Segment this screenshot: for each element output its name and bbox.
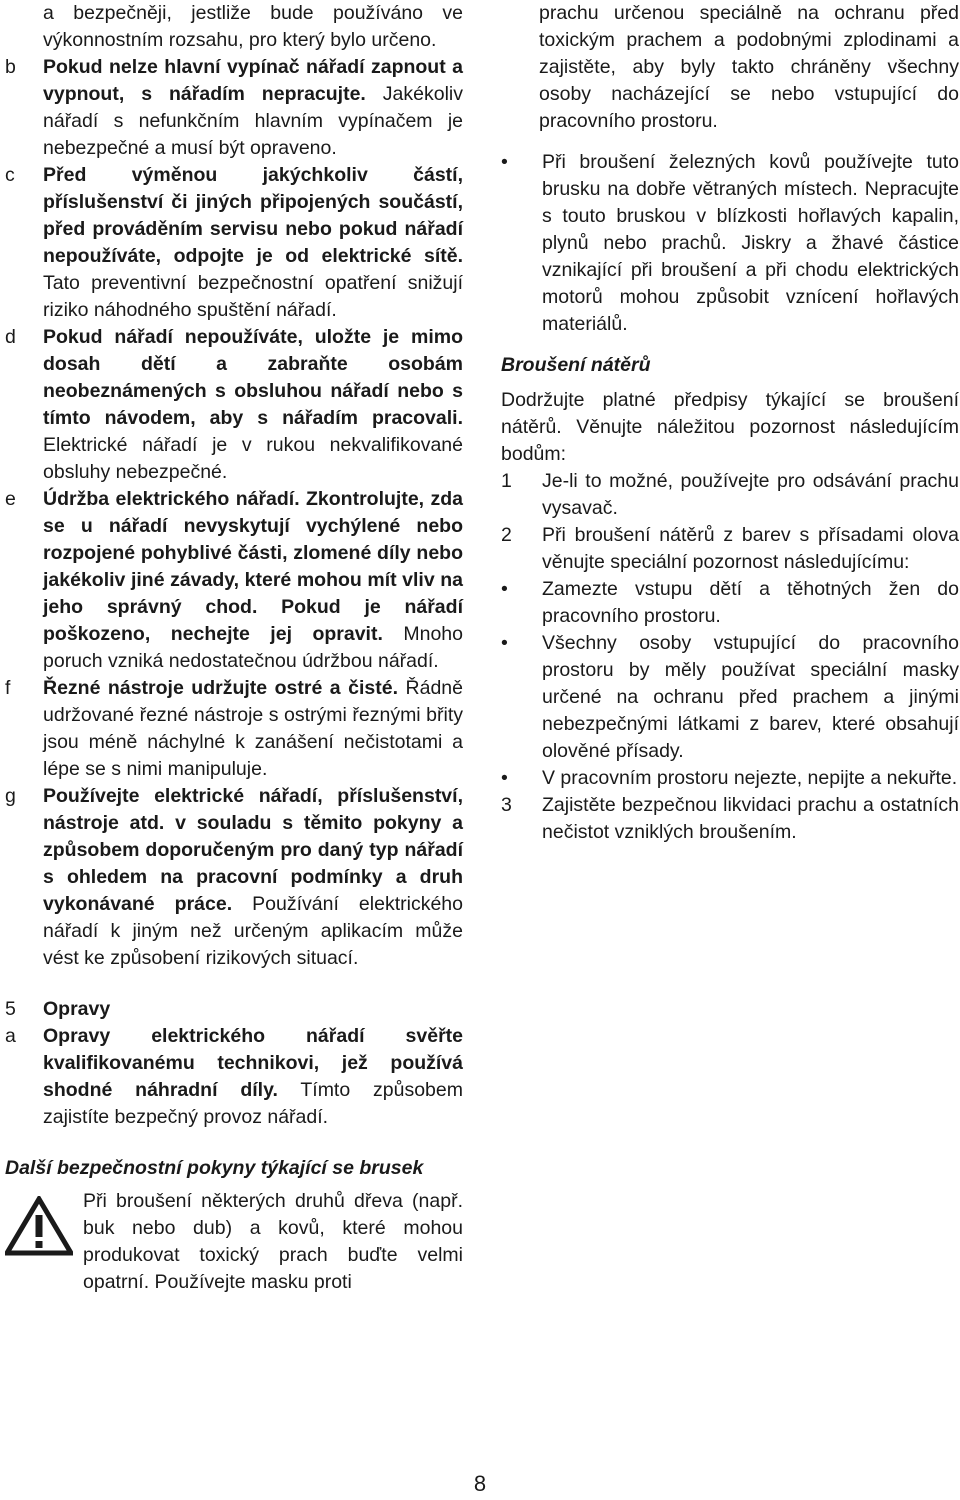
bullet-text: V pracovním prostoru nejezte, nepijte a nekuřte. bbox=[542, 767, 958, 789]
item-number: 2 bbox=[501, 524, 512, 546]
item-text: Tímto způsobem zajistíte bezpečný provoz nářadí. bbox=[43, 1079, 463, 1128]
item-bold-text: Používejte elektrické nářadí, příslušenství, nástroje atd. v souladu s těmito pokyny a způsobem doporučeným pro daný typ nářadí s ohledem na pracovní podmínky a druh vykonávané práce. bbox=[43, 785, 463, 915]
section-heading-5 bbox=[5, 996, 463, 1023]
bullet-symbol: • bbox=[501, 767, 508, 789]
page-number: 8 bbox=[473, 1471, 487, 1496]
numbered-item-3 bbox=[501, 792, 959, 846]
item-bold-text: Pokud nelze hlavní vypínač nářadí zapnout a vypnout, s nářadím nepracujte. bbox=[43, 56, 463, 105]
bullet-text: Všechny osoby vstupující do pracovního prostoru by měly používat speciální masky určené na ochranu před prachem a jinými nebezpečnými látkami z barev, které obsahují olověné přísady. bbox=[542, 632, 959, 762]
item-bold-text: Před výměnou jakýchkoliv částí, příslušenství či jiných připojených součástí, před prováděním servisu nebo pokud nářadí nepoužíváte, odpojte je od elektrické sítě. bbox=[43, 164, 463, 267]
item-text: Při broušení nátěrů z barev s přísadami olova věnujte speciální pozornost následujícímu: bbox=[542, 524, 959, 573]
item-text: Řádně udržované řezné nástroje s ostrými řeznými břity jsou méně náchylné k zanášení nečistotami a lépe se s nimi manipuluje. bbox=[43, 677, 463, 780]
item-text: Jakékoliv nářadí s nefunkčním hlavním vypínačem je nebezpečné a musí být opraveno. bbox=[43, 83, 463, 159]
list-item-g bbox=[5, 783, 463, 972]
paint-intro: Dodržujte platné předpisy týkající se broušení nátěrů. Věnujte náležitou pozornost následujícím bodům: bbox=[501, 389, 959, 465]
item-text: Používání elektrického nářadí k jiným než určeným aplikacím může vést ke způsobení rizikových situací. bbox=[43, 893, 463, 969]
list-item-5a bbox=[5, 1023, 463, 1131]
item-label: b bbox=[5, 56, 16, 78]
numbered-item-2 bbox=[501, 522, 959, 576]
bullet-symbol: • bbox=[501, 151, 508, 173]
item-number: 1 bbox=[501, 470, 512, 492]
section-title: Opravy bbox=[43, 998, 111, 1020]
warning-continuation: prachu určenou speciálně na ochranu před toxickým prachem a podobnými zplodinami a zajistěte, aby byly takto chráněny všechny osoby nacházející se nebo vstupující do pracovního prostoru. bbox=[539, 2, 959, 132]
item-bold-text: Údržba elektrického nářadí. Zkontrolujte, zda se u nářadí nevyskytují vychýlené nebo rozpojené pohyblivé části, zlomené díly nebo jakékoliv jiné závady, které mohou mít vliv na jeho správný chod. Pokud je nářadí poškozeno, nechejte jej opravit. bbox=[43, 488, 463, 645]
list-item-e bbox=[5, 486, 463, 675]
item-label: f bbox=[5, 677, 11, 699]
list-item bbox=[5, 0, 463, 54]
bullet-text: Zamezte vstupu dětí a těhotných žen do pracovního prostoru. bbox=[542, 578, 959, 627]
item-number: 3 bbox=[501, 794, 512, 816]
item-label: c bbox=[5, 164, 15, 186]
item-text: Zajistěte bezpečnou likvidaci prachu a ostatních nečistot vzniklých broušením. bbox=[542, 794, 959, 843]
bullet-item bbox=[501, 149, 959, 338]
bullet-text: Při broušení železných kovů používejte tuto brusku na dobře větraných místech. Nepracujte s touto bruskou v blízkosti hořlavých kapalin, plynů nebo prachů. Jiskry a žhavé částice vznikající při broušení a při chodu elektrických motorů mohou způsobit vznícení hořlavých materiálů. bbox=[542, 151, 959, 335]
item-bold-text: Řezné nástroje udržujte ostré a čisté. bbox=[43, 677, 399, 699]
item-bold-text: Opravy elektrického nářadí svěřte kvalifikovanému technikovi, jež používá shodné náhradní díly. bbox=[43, 1025, 463, 1101]
item-text: a bezpečněji, jestliže bude používáno ve výkonnostním rozsahu, pro který bylo určeno. bbox=[43, 2, 463, 51]
left-column bbox=[5, 0, 463, 1296]
item-label: g bbox=[5, 785, 16, 807]
item-label: e bbox=[5, 488, 16, 510]
list-item-c bbox=[5, 162, 463, 324]
list-item-d bbox=[5, 324, 463, 486]
list-item-f bbox=[5, 675, 463, 783]
bullet-item bbox=[501, 765, 959, 792]
toxic-dust-warning bbox=[5, 1188, 463, 1296]
right-column bbox=[501, 0, 959, 846]
bullet-item bbox=[501, 576, 959, 630]
item-text: Elektrické nářadí je v rukou nekvalifikované obsluhy nebezpečné. bbox=[43, 434, 463, 483]
item-text: Je-li to možné, používejte pro odsávání prachu vysavač. bbox=[542, 470, 959, 519]
item-text: Tato preventivní bezpečnostní opatření snižují riziko náhodného spuštění nářadí. bbox=[43, 272, 463, 321]
bullet-item bbox=[501, 630, 959, 765]
list-item-b bbox=[5, 54, 463, 162]
item-label: a bbox=[5, 1025, 16, 1047]
section-number: 5 bbox=[5, 998, 16, 1020]
grinder-safety-heading: Další bezpečnostní pokyny týkající se brusek bbox=[5, 1157, 424, 1179]
warning-text: Při broušení některých druhů dřeva (např. buk nebo dub) a kovů, které mohou produkovat toxický prach buďte velmi opatrní. Používejte masku proti bbox=[83, 1190, 463, 1293]
item-label: d bbox=[5, 326, 16, 348]
item-text: Mnoho poruch vzniká nedostatečnou údržbou nářadí. bbox=[43, 623, 463, 672]
bullet-symbol: • bbox=[501, 632, 508, 654]
bullet-symbol: • bbox=[501, 578, 508, 600]
item-bold-text: Pokud nářadí nepoužíváte, uložte je mimo dosah dětí a zabraňte osobám neobeznámených s obsluhou nářadí nebo s tímto návodem, aby s nářadím pracovali. bbox=[43, 326, 463, 429]
numbered-item-1 bbox=[501, 468, 959, 522]
warning-triangle-icon bbox=[5, 1188, 83, 1296]
paint-sanding-heading: Broušení nátěrů bbox=[501, 354, 651, 376]
